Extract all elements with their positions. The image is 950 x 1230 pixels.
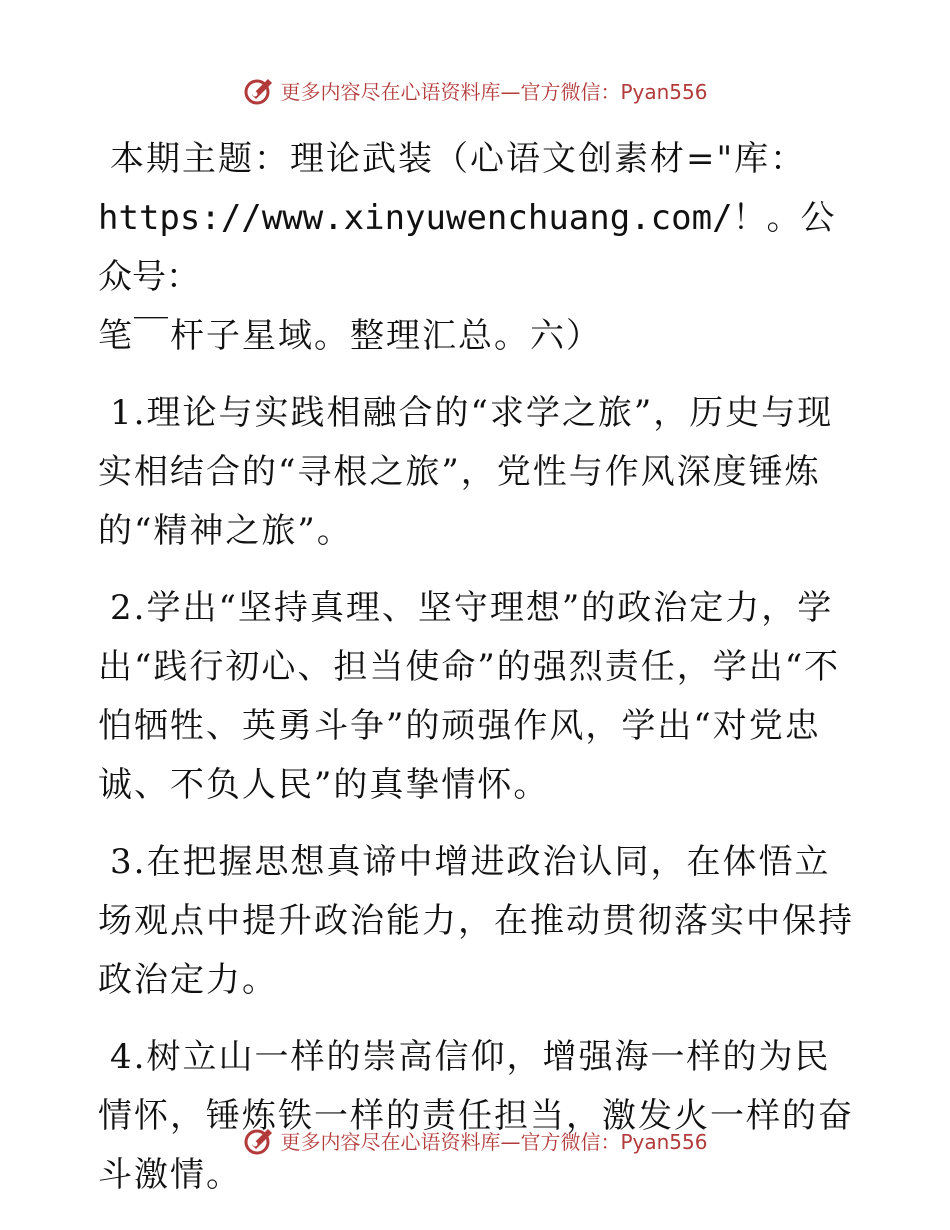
watermark-text: 更多内容尽在心语资料库—官方微信：Pyan556 (280, 1129, 708, 1154)
footer-watermark (0, 1120, 950, 1160)
header-watermark (0, 70, 950, 110)
pen-logo-icon (242, 1123, 276, 1157)
list-item-4: 4.树立山一样的崇高信仰，增强海一样的为民情怀，锤炼铁一样的责任担当，激发火一样的奋斗激情。 (98, 1037, 854, 1195)
intro-line-2: https://www.xinyuwenchuang.com/！。公众号： (98, 198, 835, 297)
intro-line-3: 笔￣杆子星域。整理汇总。六） (98, 316, 602, 356)
list-item-2: 2.学出“坚持真理、坚守理想”的政治定力，学出“践行初心、担当使命”的强烈责任，学出“不怕牺牲、英勇斗争”的顽强作风，学出“对党忠诚、不负人民”的真挚情怀。 (98, 588, 841, 805)
intro-line-1: 本期主题：理论武装（心语文创素材="库： (110, 139, 807, 179)
document-body (98, 120, 858, 1205)
list-item-1: 1.理论与实践相融合的“求学之旅”，历史与现实相结合的“寻根之旅”，党性与作风深度锤炼的“精神之旅”。 (98, 393, 834, 551)
pen-logo-icon (242, 73, 276, 107)
watermark-text: 更多内容尽在心语资料库—官方微信：Pyan556 (280, 79, 708, 104)
list-item-3: 3.在把握思想真谛中增进政治认同，在体悟立场观点中提升政治能力，在推动贯彻落实中保持政治定力。 (98, 842, 854, 1000)
intro-paragraph (98, 130, 858, 366)
